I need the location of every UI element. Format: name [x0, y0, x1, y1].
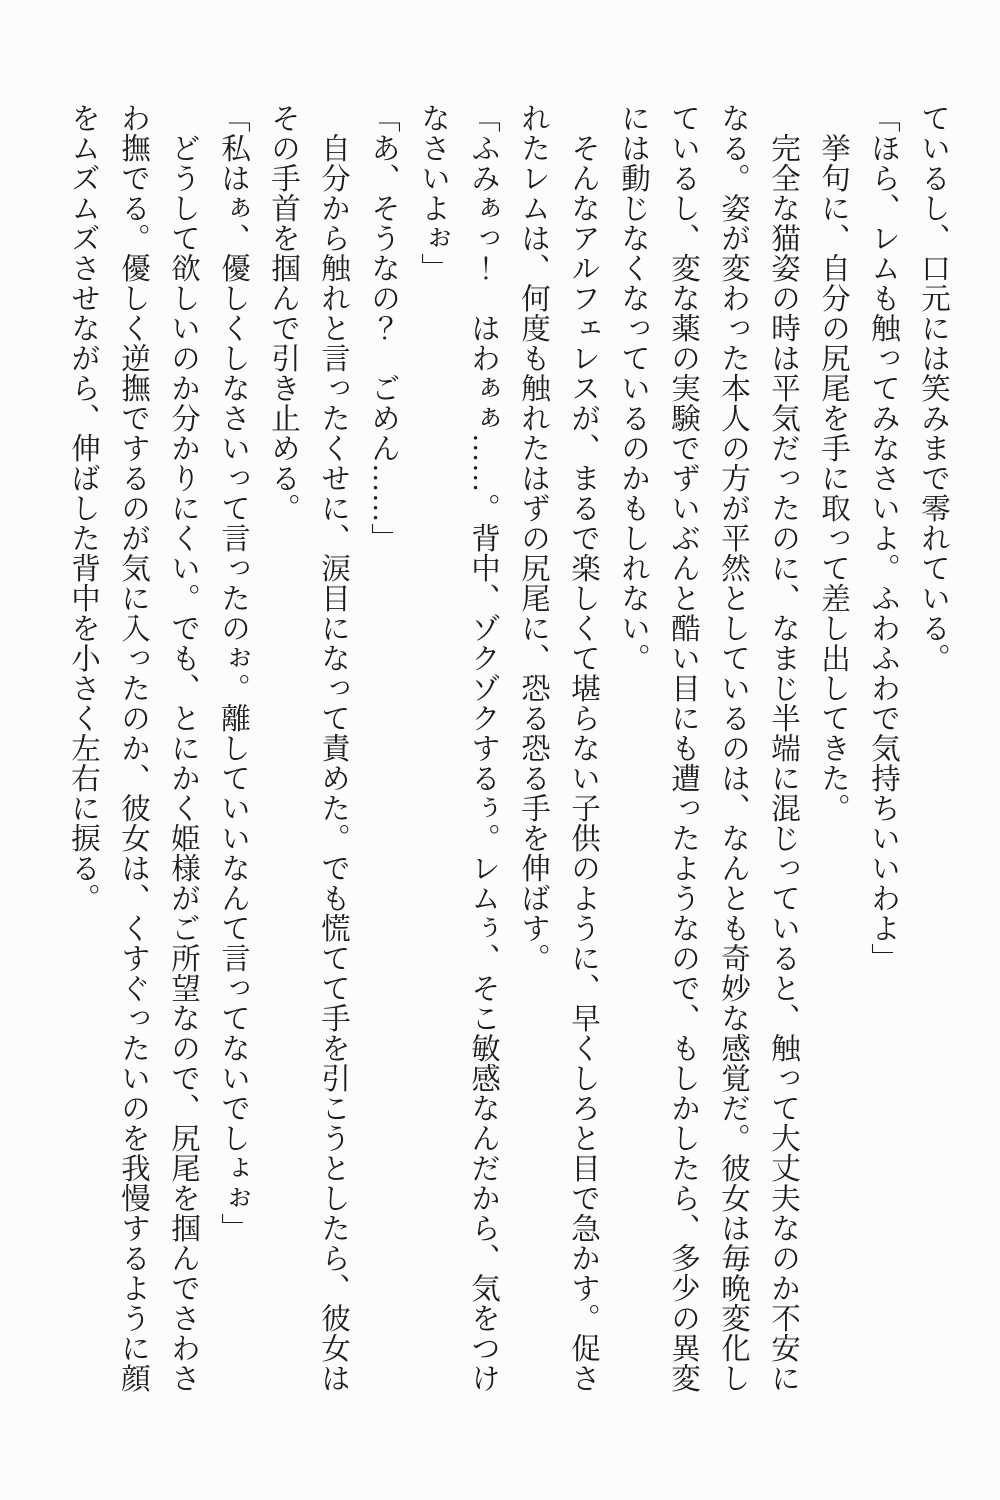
text-line: 「ふみぁっ！ はわぁぁ……。背中、ゾクゾクするぅ。レムぅ、そこ敏感なんだから、気をつけ: [467, 103, 499, 1393]
text-line: なる。姿が変わった本人の方が平然としているのは、なんとも奇妙な感覚だ。彼女は毎晩変化し: [717, 103, 749, 1393]
text-line: その手首を掴んで引き止める。: [267, 103, 299, 523]
text-line: をムズムズさせながら、伸ばした背中を小さく左右に捩る。: [67, 103, 99, 913]
text-line: ているし、変な薬の実験でずいぶんと酷い目にも遭ったようなので、もしかしたら、多少の異変: [667, 103, 699, 1393]
text-line: 「あ、そうなの？ ごめん……」: [367, 103, 399, 553]
text-line: 完全な猫姿の時は平気だったのに、なまじ半端に混じっていると、触って大丈夫なのか不安に: [767, 103, 799, 1393]
text-line: ているし、口元には笑みまで零れている。: [917, 103, 949, 673]
text-line: どうして欲しいのか分かりにくい。でも、とにかく姫様がご所望なので、尻尾を掴んでさわさ: [167, 103, 199, 1393]
text-line: には動じなくなっているのかもしれない。: [617, 103, 649, 673]
vertical-text-block: [56, 103, 958, 1401]
text-line: わ撫でる。優しく逆撫でするのが気に入ったのか、彼女は、くすぐったいのを我慢するように顔: [117, 103, 149, 1393]
text-line: 「ほら、レムも触ってみなさいよ。ふわふわで気持ちいいわよ」: [867, 103, 899, 973]
text-line: なさいよぉ」: [417, 103, 449, 283]
text-line: れたレムは、何度も触れたはずの尻尾に、恐る恐る手を伸ばす。: [517, 103, 549, 973]
text-line: そんなアルフェレスが、まるで楽しくて堪らない子供のように、早くしろと目で急かす。促さ: [567, 103, 599, 1393]
text-line: 自分から触れと言ったくせに、涙目になって責めた。でも慌てて手を引こうとしたら、彼女は: [317, 103, 349, 1393]
text-line: 挙句に、自分の尻尾を手に取って差し出してきた。: [817, 103, 849, 823]
text-line: 「私はぁ、優しくしなさいって言ったのぉ。離していいなんて言ってないでしょぉ」: [217, 103, 249, 1243]
